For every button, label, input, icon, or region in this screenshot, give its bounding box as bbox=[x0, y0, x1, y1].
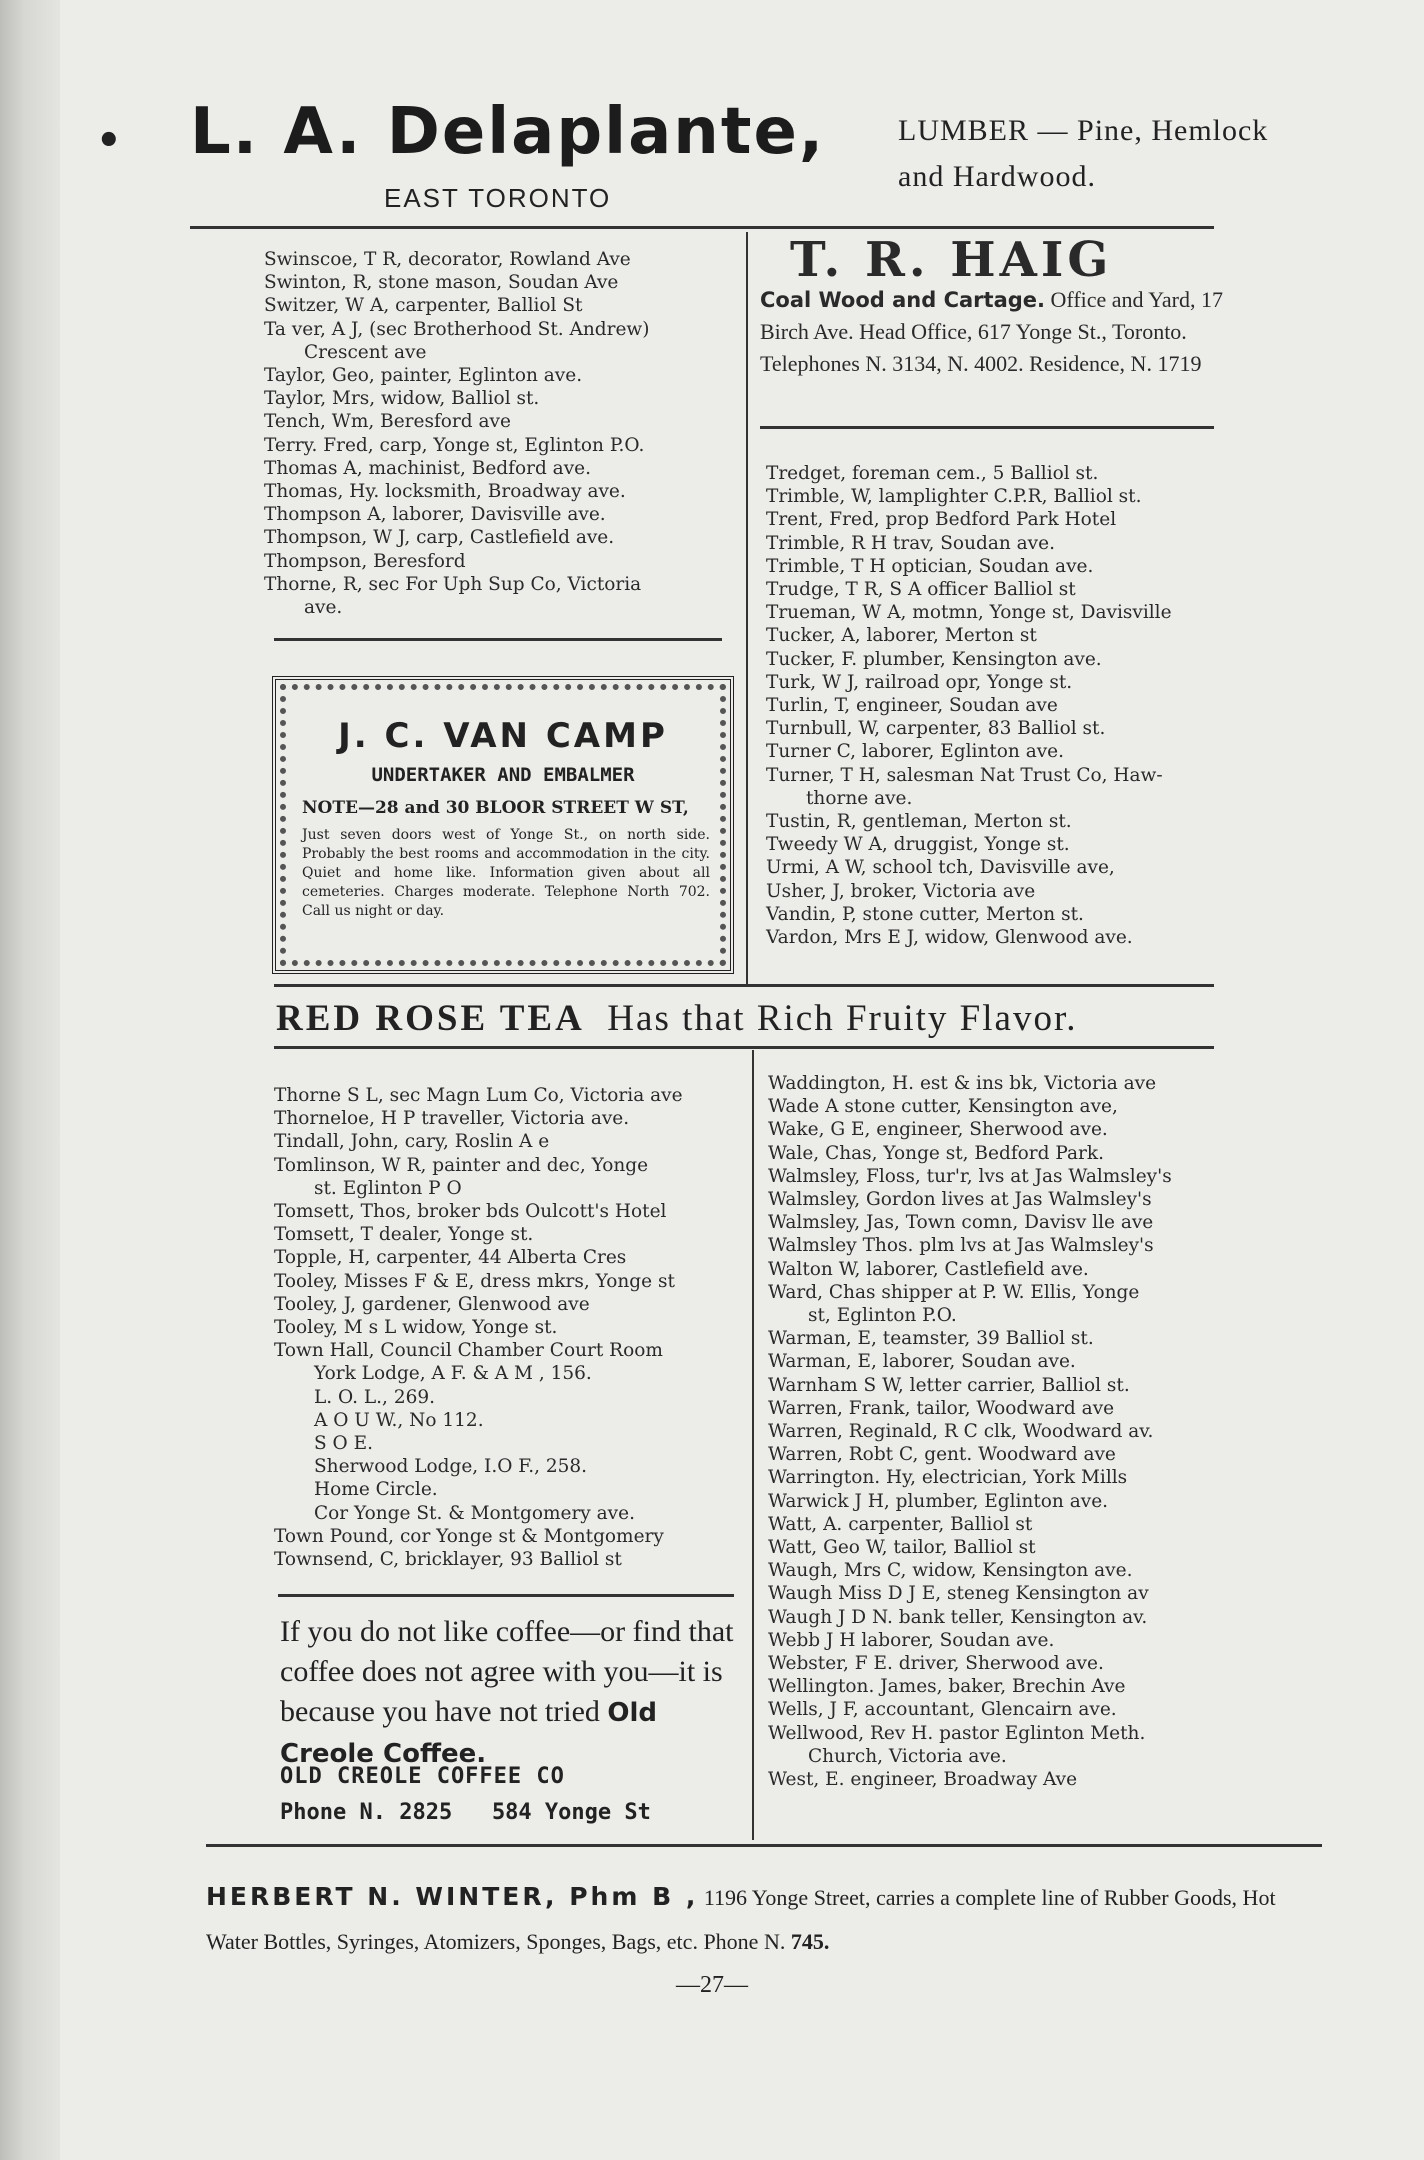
page-number: —27— bbox=[676, 1972, 748, 1998]
directory-entry: West, E. engineer, Broadway Ave bbox=[768, 1769, 1078, 1791]
directory-entry: Tomlinson, W R, painter and dec, Yonge bbox=[274, 1154, 649, 1176]
directory-entry: Turlin, T, engineer, Soudan ave bbox=[766, 695, 1058, 717]
directory-entry: Tucker, A, laborer, Merton st bbox=[766, 625, 1037, 647]
directory-entry: Wellwood, Rev H. pastor Eglinton Meth. bbox=[768, 1722, 1146, 1744]
directory-entry: Cor Yonge St. & Montgomery ave. bbox=[314, 1502, 635, 1524]
winter-text: 1196 Yonge Street, carries a complete line of Rubber Goods, Hot Water Bottles, Syringes, Atomizers, Sponges, Bags, etc. Phone N. bbox=[206, 1885, 1276, 1954]
directory-entry: Home Circle. bbox=[314, 1479, 438, 1501]
directory-entry: Turnbull, W, carpenter, 83 Balliol st. bbox=[766, 718, 1106, 740]
directory-entry: st, Eglinton P.O. bbox=[808, 1305, 957, 1327]
creole-address: 584 Yonge St bbox=[491, 1800, 651, 1825]
directory-entry: Church, Victoria ave. bbox=[808, 1745, 1007, 1767]
directory-entry: Thompson, Beresford bbox=[264, 550, 466, 572]
delaplante-location: EAST TORONTO bbox=[384, 183, 612, 213]
directory-entry: L. O. L., 269. bbox=[314, 1386, 436, 1408]
directory-entry: Ta ver, A J, (sec Brotherhood St. Andrew) bbox=[264, 318, 650, 340]
directory-entry: Ward, Chas shipper at P. W. Ellis, Yonge bbox=[768, 1281, 1140, 1303]
directory-entry: Turner C, laborer, Eglinton ave. bbox=[766, 741, 1065, 763]
directory-entry: Wells, J F, accountant, Glencairn ave. bbox=[768, 1699, 1117, 1721]
directory-entry: Watt, A. carpenter, Balliol st bbox=[768, 1513, 1033, 1535]
directory-entry: st. Eglinton P O bbox=[314, 1177, 462, 1199]
winter-ad bbox=[206, 1876, 1326, 1964]
directory-entry: Wale, Chas, Yonge st, Bedford Park. bbox=[768, 1142, 1104, 1164]
directory-entry: Walmsley, Jas, Town comn, Davisv lle ave bbox=[768, 1212, 1154, 1234]
creole-product: Old Creole Coffee. bbox=[280, 1698, 658, 1769]
directory-entry: Walmsley, Gordon lives at Jas Walmsley's bbox=[768, 1189, 1152, 1211]
directory-entry: Taylor, Mrs, widow, Balliol st. bbox=[264, 388, 540, 410]
directory-entry: Tooley, Misses F & E, dress mkrs, Yonge st bbox=[274, 1270, 675, 1292]
directory-entry: Swinscoe, T R, decorator, Rowland Ave bbox=[264, 249, 631, 270]
directory-entry: Tomsett, Thos, broker bds Oulcott's Hotel bbox=[274, 1201, 667, 1223]
haig-text bbox=[760, 284, 1230, 380]
directory-right-top bbox=[766, 462, 1226, 949]
directory-entry: Thomas, Hy. locksmith, Broadway ave. bbox=[264, 481, 626, 503]
directory-entry: Wellington. James, baker, Brechin Ave bbox=[768, 1676, 1126, 1698]
directory-entry: Warnham S W, letter carrier, Balliol st. bbox=[768, 1374, 1130, 1396]
directory-entry: Urmi, A W, school tch, Davisville ave, bbox=[766, 857, 1115, 879]
directory-entry: Webster, F E. driver, Sherwood ave. bbox=[768, 1653, 1104, 1675]
directory-entry: Thompson A, laborer, Davisville ave. bbox=[264, 504, 606, 526]
directory-entry: York Lodge, A F. & A M , 156. bbox=[314, 1363, 592, 1385]
directory-entry: Thomas A, machinist, Bedford ave. bbox=[264, 457, 591, 479]
directory-entry: Warren, Frank, tailor, Woodward ave bbox=[768, 1397, 1115, 1419]
directory-entry: Watt, Geo W, tailor, Balliol st bbox=[768, 1537, 1036, 1559]
directory-entry: Webb J H laborer, Soudan ave. bbox=[768, 1629, 1055, 1651]
directory-entry: Terry. Fred, carp, Yonge st, Eglinton P.O. bbox=[264, 434, 645, 456]
rule-left-top bbox=[274, 638, 722, 641]
directory-entry: Warren, Reginald, R C clk, Woodward av. bbox=[768, 1421, 1154, 1443]
creole-phone: Phone N. 2825 bbox=[280, 1800, 453, 1825]
directory-entry: S O E. bbox=[314, 1433, 373, 1455]
directory-entry: Vardon, Mrs E J, widow, Glenwood ave. bbox=[766, 927, 1133, 949]
rule-redrose-top bbox=[274, 984, 1214, 987]
directory-entry: Turner, T H, salesman Nat Trust Co, Haw- bbox=[766, 764, 1163, 786]
directory-entry: Swinton, R, stone mason, Soudan Ave bbox=[264, 272, 619, 294]
directory-entry: Wade A stone cutter, Kensington ave, bbox=[768, 1096, 1118, 1118]
directory-entry: Sherwood Lodge, I.O F., 258. bbox=[314, 1456, 588, 1478]
directory-entry: ave. bbox=[304, 597, 343, 619]
directory-right-bottom bbox=[768, 1072, 1228, 1791]
directory-entry: Tucker, F. plumber, Kensington ave. bbox=[766, 648, 1102, 670]
directory-entry: Thompson, W J, carp, Castlefield ave. bbox=[264, 527, 615, 549]
rule-haig bbox=[760, 426, 1214, 429]
directory-entry: Warman, E, teamster, 39 Balliol st. bbox=[768, 1328, 1094, 1350]
directory-entry: Walmsley Thos. plm lvs at Jas Walmsley's bbox=[768, 1235, 1154, 1257]
directory-entry: Warwick J H, plumber, Eglinton ave. bbox=[768, 1490, 1109, 1512]
directory-left-bottom bbox=[274, 1084, 740, 1571]
directory-entry: Townsend, C, bricklayer, 93 Balliol st bbox=[274, 1549, 622, 1571]
haig-details: Office and Yard, 17 Birch Ave. Head Office, 617 Yonge St., Toronto. Telephones N. 3134, N. 4002. Residence, N. 1719 bbox=[760, 287, 1224, 376]
directory-entry: Waugh, Mrs C, widow, Kensington ave. bbox=[768, 1560, 1133, 1582]
directory-entry: Usher, J, broker, Victoria ave bbox=[766, 880, 1036, 902]
redrose-ad bbox=[276, 997, 1077, 1040]
vancamp-name: J. C. VAN CAMP bbox=[338, 716, 668, 756]
directory-entry: Tweedy W A, druggist, Yonge st. bbox=[766, 834, 1070, 856]
column-divider-top bbox=[746, 232, 748, 984]
delaplante-business: LUMBER — Pine, Hemlock and Hardwood. bbox=[898, 114, 1269, 193]
directory-entry: Warman, E, laborer, Soudan ave. bbox=[768, 1351, 1076, 1373]
directory-entry: Taylor, Geo, painter, Eglinton ave. bbox=[264, 365, 583, 387]
rule-creole bbox=[278, 1594, 734, 1597]
directory-entry: Tomsett, T dealer, Yonge st. bbox=[274, 1224, 534, 1246]
directory-entry: Tooley, J, gardener, Glenwood ave bbox=[274, 1293, 590, 1315]
directory-entry: Crescent ave bbox=[304, 341, 427, 363]
creole-company: OLD CREOLE COFFEE CO bbox=[280, 1764, 565, 1789]
rule-redrose-bottom bbox=[274, 1046, 1214, 1049]
directory-entry: Trudge, T R, S A officer Balliol st bbox=[766, 579, 1076, 601]
directory-left-top bbox=[264, 248, 730, 619]
directory-entry: Vandin, P, stone cutter, Merton st. bbox=[766, 903, 1084, 925]
directory-entry: Walton W, laborer, Castlefield ave. bbox=[768, 1258, 1089, 1280]
directory-entry: Thorne, R, sec For Uph Sup Co, Victoria bbox=[264, 573, 642, 595]
delaplante-name: L. A. Delaplante, bbox=[190, 95, 826, 169]
directory-entry: Trueman, W A, motmn, Yonge st, Davisville bbox=[766, 602, 1172, 624]
directory-entry: Tustin, R, gentleman, Merton st. bbox=[766, 811, 1072, 833]
directory-entry: Tooley, M s L widow, Yonge st. bbox=[274, 1317, 558, 1339]
directory-entry: Trent, Fred, prop Bedford Park Hotel bbox=[766, 509, 1117, 531]
directory-entry: Trimble, R H trav, Soudan ave. bbox=[766, 532, 1055, 554]
directory-entry: Walmsley, Floss, tur'r, lvs at Jas Walmsley's bbox=[768, 1165, 1172, 1187]
winter-name: HERBERT N. WINTER, Phm B , bbox=[206, 1882, 699, 1911]
directory-entry: Warren, Robt C, gent. Woodward ave bbox=[768, 1444, 1116, 1466]
directory-entry: Thorne S L, sec Magn Lum Co, Victoria ave bbox=[274, 1085, 683, 1106]
directory-entry: Trimble, T H optician, Soudan ave. bbox=[766, 555, 1094, 577]
directory-entry: Warrington. Hy, electrician, York Mills bbox=[768, 1467, 1128, 1489]
directory-entry: thorne ave. bbox=[806, 787, 913, 809]
directory-entry: Switzer, W A, carpenter, Balliol St bbox=[264, 295, 583, 317]
vancamp-ad bbox=[272, 676, 734, 974]
directory-entry: Thorneloe, H P traveller, Victoria ave. bbox=[274, 1108, 630, 1130]
directory-entry: Town Hall, Council Chamber Court Room bbox=[274, 1340, 663, 1362]
directory-entry: Town Pound, cor Yonge st & Montgomery bbox=[274, 1525, 664, 1547]
vancamp-title: UNDERTAKER AND EMBALMER bbox=[371, 764, 635, 786]
directory-entry: Topple, H, carpenter, 44 Alberta Cres bbox=[274, 1247, 627, 1269]
creole-phone-line bbox=[280, 1800, 740, 1825]
book-spine-shadow bbox=[0, 0, 60, 2160]
directory-entry: A O U W., No 112. bbox=[314, 1409, 484, 1431]
directory-entry: Tredget, foreman cem., 5 Balliol st. bbox=[766, 463, 1099, 484]
directory-entry: Tindall, John, cary, Roslin A e bbox=[274, 1131, 550, 1153]
directory-entry: Tench, Wm, Beresford ave bbox=[264, 411, 511, 433]
haig-name: T. R. HAIG bbox=[790, 232, 1113, 288]
header-bullet: • bbox=[96, 118, 122, 164]
redrose-tagline: Has that Rich Fruity Flavor. bbox=[607, 998, 1078, 1039]
directory-entry: Waugh Miss D J E, steneg Kensington av bbox=[768, 1583, 1149, 1605]
header-rule bbox=[190, 226, 1214, 229]
vancamp-note: NOTE—28 and 30 BLOOR STREET W ST, bbox=[302, 798, 689, 818]
column-divider-bottom bbox=[752, 1050, 754, 1840]
directory-entry: Wake, G E, engineer, Sherwood ave. bbox=[768, 1119, 1108, 1141]
directory-entry: Waugh J D N. bank teller, Kensington av. bbox=[768, 1606, 1148, 1628]
winter-phone: 745. bbox=[790, 1929, 830, 1954]
redrose-brand: RED ROSE TEA bbox=[276, 998, 585, 1039]
directory-entry: Trimble, W, lamplighter C.P.R, Balliol st. bbox=[766, 486, 1142, 508]
creole-text: If you do not like coffee—or find that coffee does not agree with you—it is because you have not tried bbox=[280, 1615, 734, 1728]
directory-entry: Turk, W J, railroad opr, Yonge st. bbox=[766, 671, 1073, 693]
creole-ad bbox=[280, 1612, 740, 1774]
vancamp-body: Just seven doors west of Yonge St., on north side. Probably the best rooms and accommodation in the city. Quiet and home like. Information given about all cemeteries. Charges moderate. Telephone North 702. Call us night or day. bbox=[302, 827, 710, 919]
rule-bottom bbox=[206, 1844, 1322, 1847]
directory-entry: Waddington, H. est & ins bk, Victoria ave bbox=[768, 1073, 1157, 1094]
haig-bold: Coal Wood and Cartage. bbox=[760, 288, 1045, 312]
